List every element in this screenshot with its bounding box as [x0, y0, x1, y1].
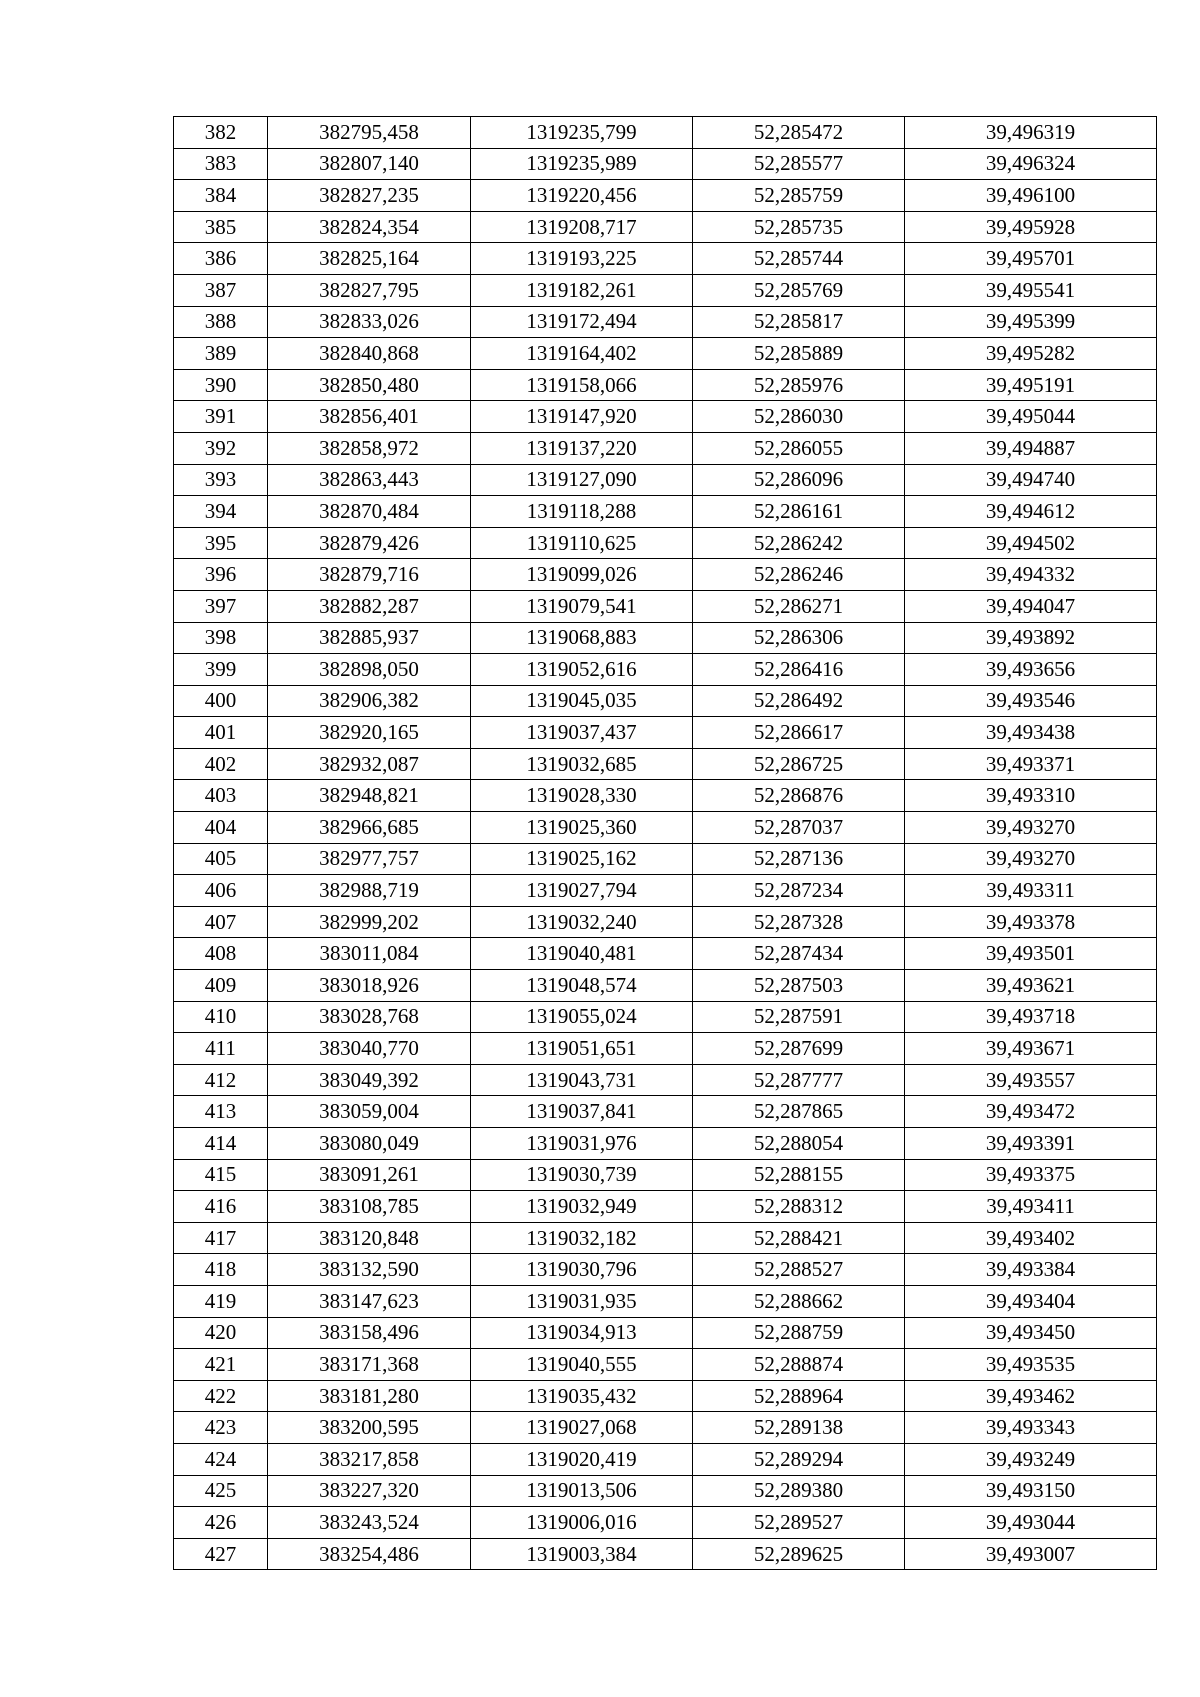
latitude-cell: 52,288155: [693, 1159, 905, 1191]
table-row: [174, 780, 1157, 812]
point-number-cell: 383: [174, 148, 268, 180]
y-coordinate-cell: 1319037,841: [471, 1096, 693, 1128]
longitude-cell: 39,493404: [905, 1285, 1157, 1317]
y-coordinate-cell: 1319118,288: [471, 496, 693, 528]
table-row: [174, 906, 1157, 938]
point-number-cell: 385: [174, 211, 268, 243]
y-coordinate-cell: 1319031,935: [471, 1285, 693, 1317]
table-row: [174, 1159, 1157, 1191]
x-coordinate-cell: 383040,770: [268, 1033, 471, 1065]
y-coordinate-cell: 1319030,739: [471, 1159, 693, 1191]
y-coordinate-cell: 1319032,182: [471, 1222, 693, 1254]
longitude-cell: 39,493438: [905, 717, 1157, 749]
point-number-cell: 421: [174, 1349, 268, 1381]
latitude-cell: 52,287234: [693, 875, 905, 907]
longitude-cell: 39,493546: [905, 685, 1157, 717]
x-coordinate-cell: 383080,049: [268, 1128, 471, 1160]
longitude-cell: 39,494887: [905, 432, 1157, 464]
table-row: [174, 717, 1157, 749]
longitude-cell: 39,493892: [905, 622, 1157, 654]
x-coordinate-cell: 382966,685: [268, 812, 471, 844]
longitude-cell: 39,495701: [905, 243, 1157, 275]
y-coordinate-cell: 1319182,261: [471, 274, 693, 306]
y-coordinate-cell: 1319028,330: [471, 780, 693, 812]
x-coordinate-cell: 382906,382: [268, 685, 471, 717]
point-number-cell: 394: [174, 496, 268, 528]
x-coordinate-cell: 382858,972: [268, 432, 471, 464]
x-coordinate-cell: 383120,848: [268, 1222, 471, 1254]
x-coordinate-cell: 383132,590: [268, 1254, 471, 1286]
point-number-cell: 423: [174, 1412, 268, 1444]
point-number-cell: 384: [174, 180, 268, 212]
y-coordinate-cell: 1319020,419: [471, 1443, 693, 1475]
longitude-cell: 39,493621: [905, 970, 1157, 1002]
table-row: [174, 590, 1157, 622]
table-row: [174, 875, 1157, 907]
latitude-cell: 52,287136: [693, 843, 905, 875]
latitude-cell: 52,285735: [693, 211, 905, 243]
table-row: [174, 1096, 1157, 1128]
latitude-cell: 52,285889: [693, 338, 905, 370]
latitude-cell: 52,286306: [693, 622, 905, 654]
y-coordinate-cell: 1319158,066: [471, 369, 693, 401]
table-row: [174, 243, 1157, 275]
x-coordinate-cell: 382840,868: [268, 338, 471, 370]
latitude-cell: 52,288421: [693, 1222, 905, 1254]
latitude-cell: 52,285976: [693, 369, 905, 401]
longitude-cell: 39,494502: [905, 527, 1157, 559]
x-coordinate-cell: 383171,368: [268, 1349, 471, 1381]
table-row: [174, 1317, 1157, 1349]
table-row: [174, 464, 1157, 496]
point-number-cell: 386: [174, 243, 268, 275]
point-number-cell: 395: [174, 527, 268, 559]
latitude-cell: 52,288964: [693, 1380, 905, 1412]
latitude-cell: 52,287777: [693, 1064, 905, 1096]
y-coordinate-cell: 1319035,432: [471, 1380, 693, 1412]
table-row: [174, 1380, 1157, 1412]
x-coordinate-cell: 383243,524: [268, 1507, 471, 1539]
longitude-cell: 39,493402: [905, 1222, 1157, 1254]
longitude-cell: 39,493557: [905, 1064, 1157, 1096]
table-row: [174, 654, 1157, 686]
x-coordinate-cell: 382898,050: [268, 654, 471, 686]
coordinates-table-body: [174, 117, 1157, 1570]
y-coordinate-cell: 1319032,949: [471, 1191, 693, 1223]
longitude-cell: 39,493391: [905, 1128, 1157, 1160]
y-coordinate-cell: 1319110,625: [471, 527, 693, 559]
x-coordinate-cell: 383059,004: [268, 1096, 471, 1128]
latitude-cell: 52,286617: [693, 717, 905, 749]
latitude-cell: 52,286055: [693, 432, 905, 464]
latitude-cell: 52,288662: [693, 1285, 905, 1317]
x-coordinate-cell: 383200,595: [268, 1412, 471, 1444]
point-number-cell: 416: [174, 1191, 268, 1223]
longitude-cell: 39,494332: [905, 559, 1157, 591]
point-number-cell: 403: [174, 780, 268, 812]
longitude-cell: 39,493371: [905, 748, 1157, 780]
longitude-cell: 39,493249: [905, 1443, 1157, 1475]
y-coordinate-cell: 1319025,162: [471, 843, 693, 875]
x-coordinate-cell: 382870,484: [268, 496, 471, 528]
point-number-cell: 407: [174, 906, 268, 938]
point-number-cell: 400: [174, 685, 268, 717]
y-coordinate-cell: 1319025,360: [471, 812, 693, 844]
table-row: [174, 622, 1157, 654]
table-row: [174, 401, 1157, 433]
y-coordinate-cell: 1319048,574: [471, 970, 693, 1002]
latitude-cell: 52,286876: [693, 780, 905, 812]
longitude-cell: 39,493310: [905, 780, 1157, 812]
table-row: [174, 1254, 1157, 1286]
table-row: [174, 812, 1157, 844]
longitude-cell: 39,493411: [905, 1191, 1157, 1223]
point-number-cell: 413: [174, 1096, 268, 1128]
y-coordinate-cell: 1319099,026: [471, 559, 693, 591]
point-number-cell: 418: [174, 1254, 268, 1286]
point-number-cell: 406: [174, 875, 268, 907]
latitude-cell: 52,285817: [693, 306, 905, 338]
latitude-cell: 52,286725: [693, 748, 905, 780]
latitude-cell: 52,286161: [693, 496, 905, 528]
table-row: [174, 1033, 1157, 1065]
x-coordinate-cell: 382825,164: [268, 243, 471, 275]
point-number-cell: 417: [174, 1222, 268, 1254]
x-coordinate-cell: 382856,401: [268, 401, 471, 433]
y-coordinate-cell: 1319027,068: [471, 1412, 693, 1444]
y-coordinate-cell: 1319235,989: [471, 148, 693, 180]
point-number-cell: 414: [174, 1128, 268, 1160]
y-coordinate-cell: 1319043,731: [471, 1064, 693, 1096]
table-row: [174, 338, 1157, 370]
y-coordinate-cell: 1319052,616: [471, 654, 693, 686]
y-coordinate-cell: 1319055,024: [471, 1001, 693, 1033]
point-number-cell: 408: [174, 938, 268, 970]
latitude-cell: 52,285744: [693, 243, 905, 275]
latitude-cell: 52,285472: [693, 117, 905, 149]
latitude-cell: 52,287328: [693, 906, 905, 938]
point-number-cell: 396: [174, 559, 268, 591]
table-row: [174, 1222, 1157, 1254]
point-number-cell: 402: [174, 748, 268, 780]
latitude-cell: 52,289380: [693, 1475, 905, 1507]
table-row: [174, 970, 1157, 1002]
point-number-cell: 393: [174, 464, 268, 496]
x-coordinate-cell: 382885,937: [268, 622, 471, 654]
latitude-cell: 52,286271: [693, 590, 905, 622]
latitude-cell: 52,287037: [693, 812, 905, 844]
longitude-cell: 39,496100: [905, 180, 1157, 212]
table-row: [174, 211, 1157, 243]
table-row: [174, 1001, 1157, 1033]
table-row: [174, 559, 1157, 591]
y-coordinate-cell: 1319208,717: [471, 211, 693, 243]
table-row: [174, 685, 1157, 717]
longitude-cell: 39,493718: [905, 1001, 1157, 1033]
latitude-cell: 52,285577: [693, 148, 905, 180]
y-coordinate-cell: 1319079,541: [471, 590, 693, 622]
point-number-cell: 409: [174, 970, 268, 1002]
x-coordinate-cell: 382932,087: [268, 748, 471, 780]
point-number-cell: 412: [174, 1064, 268, 1096]
longitude-cell: 39,493671: [905, 1033, 1157, 1065]
table-row: [174, 938, 1157, 970]
x-coordinate-cell: 382879,426: [268, 527, 471, 559]
longitude-cell: 39,493044: [905, 1507, 1157, 1539]
x-coordinate-cell: 383217,858: [268, 1443, 471, 1475]
longitude-cell: 39,493462: [905, 1380, 1157, 1412]
y-coordinate-cell: 1319040,481: [471, 938, 693, 970]
point-number-cell: 389: [174, 338, 268, 370]
latitude-cell: 52,287699: [693, 1033, 905, 1065]
table-row: [174, 148, 1157, 180]
longitude-cell: 39,494047: [905, 590, 1157, 622]
table-row: [174, 748, 1157, 780]
table-row: [174, 1191, 1157, 1223]
table-row: [174, 1285, 1157, 1317]
longitude-cell: 39,493472: [905, 1096, 1157, 1128]
x-coordinate-cell: 382948,821: [268, 780, 471, 812]
x-coordinate-cell: 383018,926: [268, 970, 471, 1002]
point-number-cell: 388: [174, 306, 268, 338]
x-coordinate-cell: 382827,795: [268, 274, 471, 306]
x-coordinate-cell: 383011,084: [268, 938, 471, 970]
x-coordinate-cell: 382807,140: [268, 148, 471, 180]
longitude-cell: 39,496319: [905, 117, 1157, 149]
longitude-cell: 39,495399: [905, 306, 1157, 338]
longitude-cell: 39,495191: [905, 369, 1157, 401]
latitude-cell: 52,289625: [693, 1538, 905, 1570]
point-number-cell: 427: [174, 1538, 268, 1570]
table-row: [174, 1507, 1157, 1539]
y-coordinate-cell: 1319013,506: [471, 1475, 693, 1507]
y-coordinate-cell: 1319032,240: [471, 906, 693, 938]
longitude-cell: 39,496324: [905, 148, 1157, 180]
x-coordinate-cell: 382999,202: [268, 906, 471, 938]
latitude-cell: 52,286492: [693, 685, 905, 717]
table-row: [174, 274, 1157, 306]
point-number-cell: 397: [174, 590, 268, 622]
longitude-cell: 39,493150: [905, 1475, 1157, 1507]
x-coordinate-cell: 383147,623: [268, 1285, 471, 1317]
latitude-cell: 52,288874: [693, 1349, 905, 1381]
longitude-cell: 39,493501: [905, 938, 1157, 970]
latitude-cell: 52,286030: [693, 401, 905, 433]
y-coordinate-cell: 1319045,035: [471, 685, 693, 717]
table-row: [174, 1349, 1157, 1381]
point-number-cell: 387: [174, 274, 268, 306]
y-coordinate-cell: 1319127,090: [471, 464, 693, 496]
longitude-cell: 39,495044: [905, 401, 1157, 433]
coordinates-table: [173, 116, 1157, 1570]
x-coordinate-cell: 383049,392: [268, 1064, 471, 1096]
latitude-cell: 52,288054: [693, 1128, 905, 1160]
x-coordinate-cell: 383091,261: [268, 1159, 471, 1191]
y-coordinate-cell: 1319003,384: [471, 1538, 693, 1570]
point-number-cell: 392: [174, 432, 268, 464]
latitude-cell: 52,288312: [693, 1191, 905, 1223]
longitude-cell: 39,495541: [905, 274, 1157, 306]
point-number-cell: 399: [174, 654, 268, 686]
x-coordinate-cell: 383181,280: [268, 1380, 471, 1412]
table-row: [174, 432, 1157, 464]
point-number-cell: 382: [174, 117, 268, 149]
latitude-cell: 52,289294: [693, 1443, 905, 1475]
longitude-cell: 39,493270: [905, 812, 1157, 844]
latitude-cell: 52,286096: [693, 464, 905, 496]
point-number-cell: 398: [174, 622, 268, 654]
table-row: [174, 180, 1157, 212]
x-coordinate-cell: 383108,785: [268, 1191, 471, 1223]
longitude-cell: 39,495928: [905, 211, 1157, 243]
longitude-cell: 39,493270: [905, 843, 1157, 875]
y-coordinate-cell: 1319220,456: [471, 180, 693, 212]
table-row: [174, 527, 1157, 559]
x-coordinate-cell: 382795,458: [268, 117, 471, 149]
table-row: [174, 1538, 1157, 1570]
x-coordinate-cell: 382850,480: [268, 369, 471, 401]
y-coordinate-cell: 1319193,225: [471, 243, 693, 275]
point-number-cell: 420: [174, 1317, 268, 1349]
latitude-cell: 52,287591: [693, 1001, 905, 1033]
table-row: [174, 306, 1157, 338]
y-coordinate-cell: 1319032,685: [471, 748, 693, 780]
x-coordinate-cell: 382882,287: [268, 590, 471, 622]
x-coordinate-cell: 382827,235: [268, 180, 471, 212]
y-coordinate-cell: 1319068,883: [471, 622, 693, 654]
y-coordinate-cell: 1319037,437: [471, 717, 693, 749]
y-coordinate-cell: 1319027,794: [471, 875, 693, 907]
x-coordinate-cell: 382977,757: [268, 843, 471, 875]
point-number-cell: 411: [174, 1033, 268, 1065]
y-coordinate-cell: 1319006,016: [471, 1507, 693, 1539]
table-row: [174, 1064, 1157, 1096]
y-coordinate-cell: 1319051,651: [471, 1033, 693, 1065]
longitude-cell: 39,494740: [905, 464, 1157, 496]
point-number-cell: 426: [174, 1507, 268, 1539]
latitude-cell: 52,289527: [693, 1507, 905, 1539]
y-coordinate-cell: 1319164,402: [471, 338, 693, 370]
latitude-cell: 52,288759: [693, 1317, 905, 1349]
table-row: [174, 843, 1157, 875]
longitude-cell: 39,493450: [905, 1317, 1157, 1349]
longitude-cell: 39,493656: [905, 654, 1157, 686]
point-number-cell: 390: [174, 369, 268, 401]
latitude-cell: 52,285759: [693, 180, 905, 212]
x-coordinate-cell: 382988,719: [268, 875, 471, 907]
y-coordinate-cell: 1319034,913: [471, 1317, 693, 1349]
table-row: [174, 1443, 1157, 1475]
point-number-cell: 419: [174, 1285, 268, 1317]
x-coordinate-cell: 382879,716: [268, 559, 471, 591]
longitude-cell: 39,494612: [905, 496, 1157, 528]
y-coordinate-cell: 1319040,555: [471, 1349, 693, 1381]
latitude-cell: 52,285769: [693, 274, 905, 306]
latitude-cell: 52,286242: [693, 527, 905, 559]
longitude-cell: 39,493384: [905, 1254, 1157, 1286]
point-number-cell: 422: [174, 1380, 268, 1412]
longitude-cell: 39,493343: [905, 1412, 1157, 1444]
longitude-cell: 39,493007: [905, 1538, 1157, 1570]
y-coordinate-cell: 1319147,920: [471, 401, 693, 433]
x-coordinate-cell: 383254,486: [268, 1538, 471, 1570]
latitude-cell: 52,286246: [693, 559, 905, 591]
table-row: [174, 1412, 1157, 1444]
y-coordinate-cell: 1319172,494: [471, 306, 693, 338]
x-coordinate-cell: 383227,320: [268, 1475, 471, 1507]
table-row: [174, 369, 1157, 401]
y-coordinate-cell: 1319031,976: [471, 1128, 693, 1160]
point-number-cell: 410: [174, 1001, 268, 1033]
x-coordinate-cell: 382824,354: [268, 211, 471, 243]
point-number-cell: 425: [174, 1475, 268, 1507]
y-coordinate-cell: 1319235,799: [471, 117, 693, 149]
longitude-cell: 39,493378: [905, 906, 1157, 938]
y-coordinate-cell: 1319137,220: [471, 432, 693, 464]
longitude-cell: 39,493311: [905, 875, 1157, 907]
latitude-cell: 52,286416: [693, 654, 905, 686]
x-coordinate-cell: 383158,496: [268, 1317, 471, 1349]
x-coordinate-cell: 382863,443: [268, 464, 471, 496]
y-coordinate-cell: 1319030,796: [471, 1254, 693, 1286]
latitude-cell: 52,287434: [693, 938, 905, 970]
point-number-cell: 391: [174, 401, 268, 433]
table-row: [174, 117, 1157, 149]
longitude-cell: 39,495282: [905, 338, 1157, 370]
table-row: [174, 496, 1157, 528]
longitude-cell: 39,493375: [905, 1159, 1157, 1191]
point-number-cell: 405: [174, 843, 268, 875]
latitude-cell: 52,287865: [693, 1096, 905, 1128]
x-coordinate-cell: 382920,165: [268, 717, 471, 749]
x-coordinate-cell: 382833,026: [268, 306, 471, 338]
point-number-cell: 404: [174, 812, 268, 844]
longitude-cell: 39,493535: [905, 1349, 1157, 1381]
latitude-cell: 52,288527: [693, 1254, 905, 1286]
latitude-cell: 52,289138: [693, 1412, 905, 1444]
point-number-cell: 424: [174, 1443, 268, 1475]
x-coordinate-cell: 383028,768: [268, 1001, 471, 1033]
point-number-cell: 415: [174, 1159, 268, 1191]
table-row: [174, 1475, 1157, 1507]
point-number-cell: 401: [174, 717, 268, 749]
latitude-cell: 52,287503: [693, 970, 905, 1002]
table-row: [174, 1128, 1157, 1160]
